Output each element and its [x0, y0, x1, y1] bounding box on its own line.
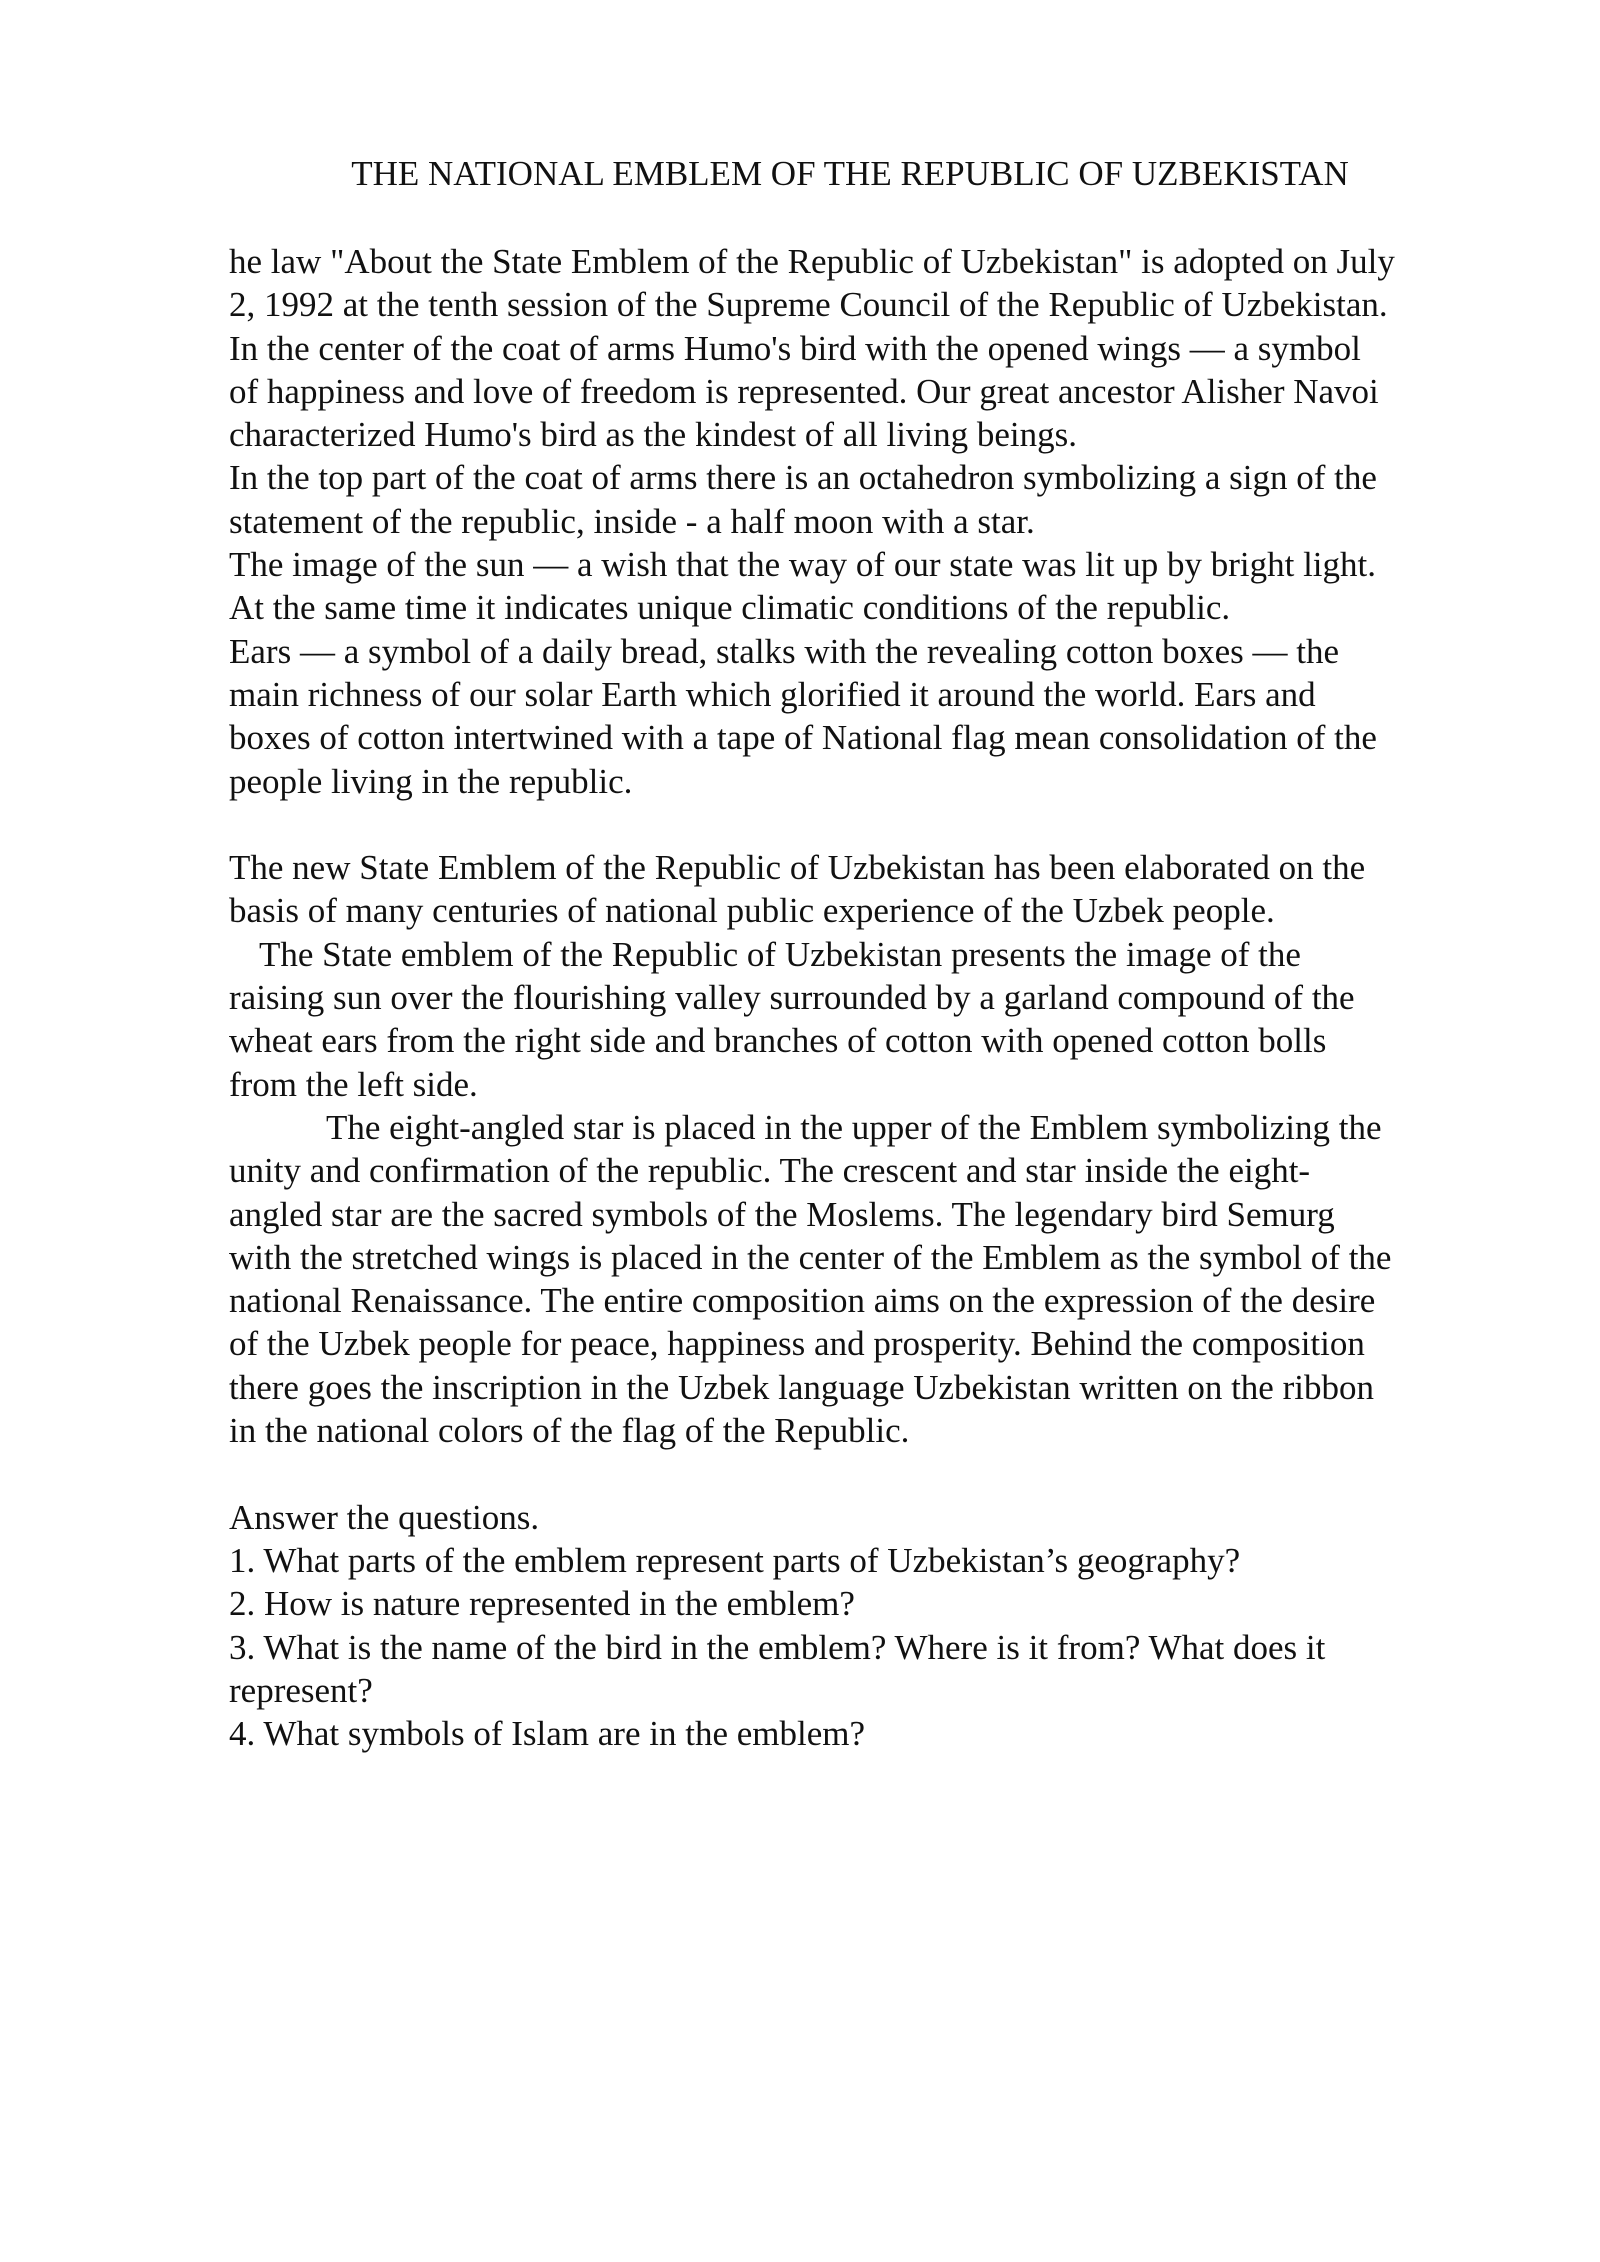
paragraph-spacer: [229, 1452, 1529, 1495]
text-line: from the left side.: [229, 1064, 478, 1104]
text-line: with the stretched wings is placed in the center of the Emblem as the symbol of the: [229, 1237, 1392, 1277]
text-line: angled star are the sacred symbols of the Moslems. The legendary bird Semurg: [229, 1194, 1335, 1234]
text-line: boxes of cotton intertwined with a tape of National flag mean consolidation of the: [229, 718, 1377, 758]
text-line: wheat ears from the right side and branches of cotton with opened cotton bolls: [229, 1021, 1327, 1061]
questions-heading: Answer the questions.: [229, 1497, 540, 1537]
text-line: characterized Humo's bird as the kindest of all living beings.: [229, 415, 1078, 455]
paragraph-spacer: [229, 803, 1529, 846]
question-item: 1. What parts of the emblem represent parts of Uzbekistan’s geography?: [229, 1540, 1241, 1580]
question-item-continuation: represent?: [229, 1670, 373, 1710]
text-line: in the national colors of the flag of the Republic.: [229, 1411, 910, 1451]
text-line: The image of the sun — a wish that the way of our state was lit up by bright light.: [229, 545, 1377, 585]
question-item: 2. How is nature represented in the emblem?: [229, 1584, 855, 1624]
document-body: [229, 240, 1529, 1755]
question-item: 3. What is the name of the bird in the emblem? Where is it from? What does it: [229, 1627, 1326, 1667]
text-line: main richness of our solar Earth which glorified it around the world. Ears and: [229, 674, 1316, 714]
questions-section: [229, 1496, 1529, 1756]
text-line: national Renaissance. The entire composition aims on the expression of the desire: [229, 1281, 1376, 1321]
text-line: Ears — a symbol of a daily bread, stalks with the revealing cotton boxes — the: [229, 631, 1340, 671]
text-line: The eight-angled star is placed in the upper of the Emblem symbolizing the: [326, 1107, 1382, 1147]
question-item: 4. What symbols of Islam are in the emblem?: [229, 1714, 865, 1754]
text-line: of happiness and love of freedom is represented. Our great ancestor Alisher Navoi: [229, 371, 1379, 411]
text-line: The State emblem of the Republic of Uzbekistan presents the image of the: [259, 934, 1301, 974]
text-line: statement of the republic, inside - a half moon with a star.: [229, 501, 1035, 541]
text-line: basis of many centuries of national public experience of the Uzbek people.: [229, 891, 1275, 931]
text-line: 2, 1992 at the tenth session of the Supreme Council of the Republic of Uzbekistan.: [229, 285, 1388, 325]
paragraph-new-emblem: [229, 846, 1529, 1452]
text-line: At the same time it indicates unique climatic conditions of the republic.: [229, 588, 1231, 628]
text-line: people living in the republic.: [229, 761, 633, 801]
text-line: The new State Emblem of the Republic of Uzbekistan has been elaborated on the: [229, 848, 1366, 888]
text-line: he law "About the State Emblem of the Republic of Uzbekistan" is adopted on July: [229, 242, 1395, 281]
text-line: of the Uzbek people for peace, happiness and prosperity. Behind the composition: [229, 1324, 1365, 1364]
paragraph-law: [229, 240, 1529, 803]
text-line: raising sun over the flourishing valley surrounded by a garland compound of the: [229, 978, 1355, 1018]
document-title: THE NATIONAL EMBLEM OF THE REPUBLIC OF UZBEKISTAN: [351, 154, 1349, 193]
text-line: In the center of the coat of arms Humo's bird with the opened wings — a symbol: [229, 328, 1361, 368]
text-line: there goes the inscription in the Uzbek language Uzbekistan written on the ribbon: [229, 1367, 1374, 1407]
text-line: unity and confirmation of the republic. The crescent and star inside the eight-: [229, 1151, 1311, 1191]
text-line: In the top part of the coat of arms there is an octahedron symbolizing a sign of the: [229, 458, 1377, 498]
